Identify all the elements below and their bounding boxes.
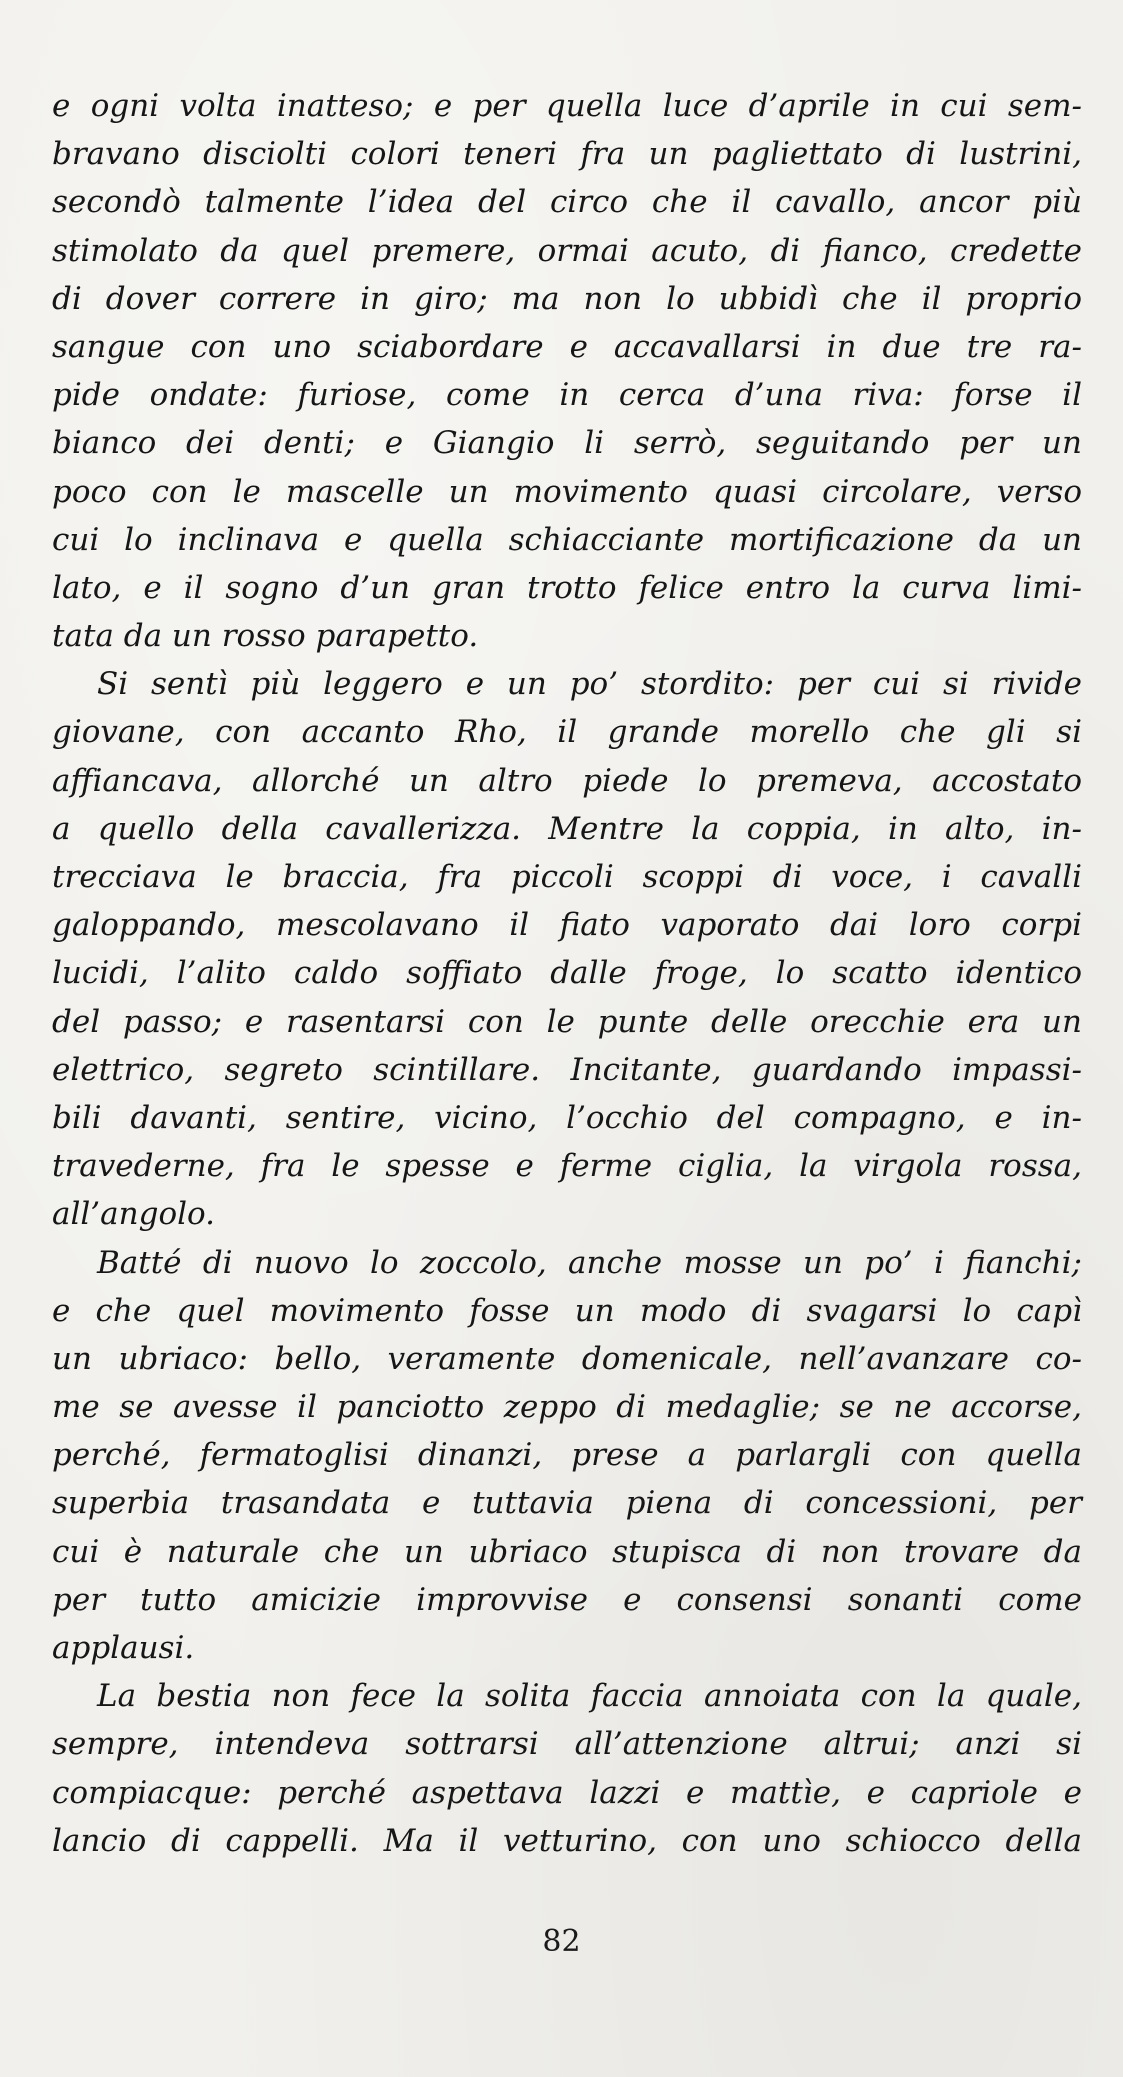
text-line: lancio di cappelli. Ma il vetturino, con uno schiocco della xyxy=(52,1822,1082,1859)
paragraph-start-line: Si sentì più leggero e un po’ stordito: per cui si rivide xyxy=(97,666,1082,703)
text-line: giovane, con accanto Rho, il grande morello che gli si xyxy=(52,714,1082,751)
text-line: e ogni volta inatteso; e per quella luce d’aprile in cui sem- xyxy=(52,88,1082,124)
text-line: un ubriaco: bello, veramente domenicale, nell’avanzare co- xyxy=(52,1340,1082,1377)
text-line: secondò talmente l’idea del circo che il cavallo, ancor più xyxy=(52,184,1082,221)
text-line: lucidi, l’alito caldo soffiato dalle froge, lo scatto identico xyxy=(52,955,1082,992)
text-line: bravano disciolti colori teneri fra un pagliettato di lustrini, xyxy=(52,136,1082,173)
text-line: sangue con uno sciabordare e accavallarsi in due tre ra- xyxy=(52,328,1082,365)
text-line: cui lo inclinava e quella schiacciante mortificazione da un xyxy=(52,521,1082,558)
text-line: poco con le mascelle un movimento quasi circolare, verso xyxy=(52,473,1082,510)
text-line: travederne, fra le spesse e ferme ciglia, la virgola rossa, xyxy=(52,1148,1082,1185)
text-line: bili davanti, sentire, vicino, l’occhio del compagno, e in- xyxy=(52,1099,1082,1136)
text-line: bianco dei denti; e Giangio li serrò, seguitando per un xyxy=(52,425,1082,462)
text-line: galoppando, mescolavano il fiato vaporato dai loro corpi xyxy=(52,907,1082,944)
text-line: me se avesse il panciotto zeppo di medaglie; se ne accorse, xyxy=(52,1389,1082,1426)
text-line: lato, e il sogno d’un gran trotto felice entro la curva limi- xyxy=(52,569,1082,606)
page-number: 82 xyxy=(542,1924,581,1959)
text-line: all’angolo. xyxy=(52,1196,216,1233)
text-line: superbia trasandata e tuttavia piena di concessioni, per xyxy=(52,1485,1082,1522)
text-line: affiancava, allorché un altro piede lo premeva, accostato xyxy=(52,762,1082,799)
text-line: per tutto amicizie improvvise e consensi sonanti come xyxy=(52,1581,1082,1618)
text-line: applausi. xyxy=(52,1630,195,1666)
text-line: cui è naturale che un ubriaco stupisca di non trovare da xyxy=(52,1533,1082,1570)
text-line: elettrico, segreto scintillare. Incitante, guardando impassi- xyxy=(52,1051,1082,1088)
text-line: compiacque: perché aspettava lazzi e mattìe, e capriole e xyxy=(52,1774,1082,1811)
text-line: tata da un rosso parapetto. xyxy=(52,618,479,655)
text-line: di dover correre in giro; ma non lo ubbidì che il proprio xyxy=(52,280,1082,317)
text-line: trecciava le braccia, fra piccoli scoppi di voce, i cavalli xyxy=(52,859,1082,895)
text-line: stimolato da quel premere, ormai acuto, di fianco, credette xyxy=(52,232,1082,269)
text-line: e che quel movimento fosse un modo di svagarsi lo capì xyxy=(52,1292,1082,1329)
text-line: del passo; e rasentarsi con le punte delle orecchie era un xyxy=(52,1003,1082,1040)
text-line: pide ondate: furiose, come in cerca d’una riva: forse il xyxy=(52,377,1082,414)
paragraph-start-line: Batté di nuovo lo zoccolo, anche mosse un po’ i fianchi; xyxy=(97,1244,1082,1281)
text-line: a quello della cavallerizza. Mentre la coppia, in alto, in- xyxy=(52,810,1082,847)
body-text xyxy=(52,82,1082,1865)
text-line: sempre, intendeva sottrarsi all’attenzione altrui; anzi si xyxy=(52,1726,1082,1763)
paragraph-start-line: La bestia non fece la solita faccia annoiata con la quale, xyxy=(97,1678,1082,1715)
text-line: perché, fermatoglisi dinanzi, prese a parlargli con quella xyxy=(52,1437,1082,1474)
